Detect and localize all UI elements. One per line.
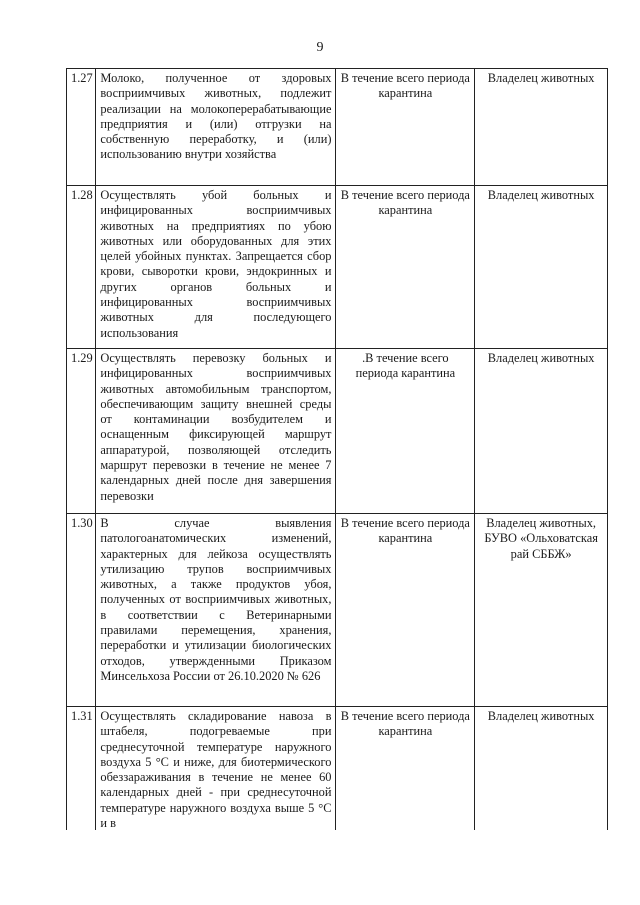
term-cell: В течение всего периода карантина (336, 69, 475, 186)
table-row (67, 186, 608, 349)
responsible-cell: Владелец животных (475, 349, 608, 514)
page-bottom-margin (0, 830, 640, 905)
measure-text: В случае выявления патологоанатомических изменений, характерных для лейкоза осуществлять утилизацию трупов восприимчивых животных, а также продуктов убоя, полученных от восприимчивых животных, в соответствии с Ветеринарными правилами перемещения, хранения, переработки и утилизации биологических отходов, утвержденными Приказом Минсельхоза России от 26.10.2020 № 626 (96, 514, 336, 707)
row-number: 1.30 (67, 514, 96, 707)
measure-text: Молоко, полученное от здоровых восприимчивых животных, подлежит реализации на молокоперерабатывающие предприятия и (или) отгрузки на собственную переработку, и (или) использованию внутри хозяйства (96, 69, 336, 186)
table-row (67, 69, 608, 186)
term-cell: В течение всего периода карантина (336, 186, 475, 349)
term-cell: В течение всего периода карантина (336, 514, 475, 707)
responsible-cell: Владелец животных (475, 707, 608, 837)
measure-text: Осуществлять убой больных и инфицированных восприимчивых животных на предприятиях по убою животных или оборудованных для этих целей убойных пунктах. Запрещается сбор крови, сыворотки крови, эндокринных и других органов больных и инфицированных восприимчивых животных для последующего использования (96, 186, 336, 349)
row-number: 1.29 (67, 349, 96, 514)
responsible-cell: Владелец животных (475, 69, 608, 186)
term-cell: .В течение всего периода карантина (336, 349, 475, 514)
measures-table (66, 68, 608, 837)
row-number: 1.31 (67, 707, 96, 837)
table-row (67, 349, 608, 514)
row-number: 1.28 (67, 186, 96, 349)
row-number: 1.27 (67, 69, 96, 186)
measure-text: Осуществлять перевозку больных и инфицированных восприимчивых животных автомобильным транспортом, обеспечивающим защиту внешней среды от контаминации возбудителем и оснащенным фиксирующей маршрут аппаратурой, позволяющей отследить маршрут перевозки в течение не менее 7 календарных дней после дня завершения перевозки (96, 349, 336, 514)
table-row (67, 514, 608, 707)
page-number: 9 (316, 40, 324, 55)
responsible-cell: Владелец животных, БУВО «Ольховатская рай СББЖ» (475, 514, 608, 707)
table-row (67, 707, 608, 837)
responsible-cell: Владелец животных (475, 186, 608, 349)
measure-text: Осуществлять складирование навоза в штабеля, подогреваемые при среднесуточной температуре наружного воздуха 5 °С и ниже, для биотермического обеззараживания в течение не менее 60 календарных дней - при среднесуточной температуре наружного воздуха выше 5 °С и в (96, 707, 336, 837)
term-cell: В течение всего периода карантина (336, 707, 475, 837)
